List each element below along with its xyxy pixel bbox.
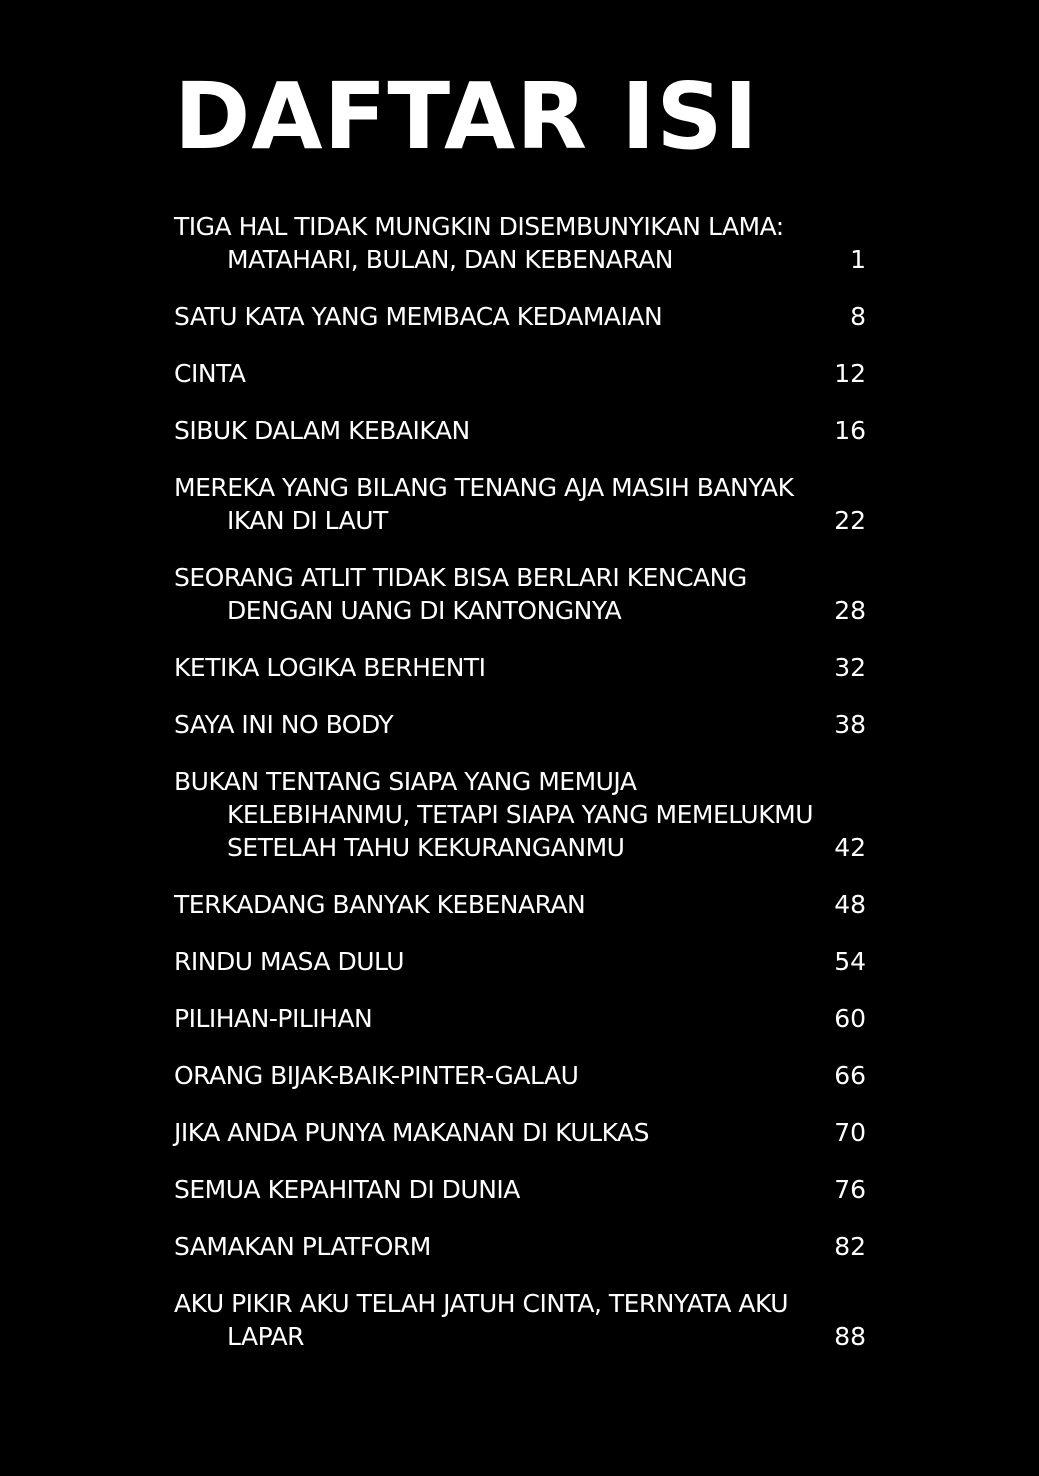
toc-entry bbox=[174, 1059, 866, 1092]
toc-entry bbox=[174, 1287, 866, 1353]
toc-entry-title: TERKADANG BANYAK KEBENARAN bbox=[174, 890, 586, 919]
toc-entry-page-number: 82 bbox=[834, 1232, 866, 1261]
toc-entry-title: MEREKA YANG BILANG TENANG AJA MASIH BANYAK IKAN DI LAUT bbox=[174, 473, 794, 535]
toc-entry bbox=[174, 300, 866, 333]
toc-entry-title: ORANG BIJAK-BAIK-PINTER-GALAU bbox=[174, 1061, 579, 1090]
toc-entry-page-number: 48 bbox=[834, 890, 866, 919]
toc-entry bbox=[174, 561, 866, 627]
toc-entry-title: JIKA ANDA PUNYA MAKANAN DI KULKAS bbox=[174, 1118, 649, 1147]
toc-entry-title: PILIHAN-PILIHAN bbox=[174, 1004, 373, 1033]
toc-entry-page-number: 88 bbox=[834, 1322, 866, 1351]
toc-entry bbox=[174, 210, 866, 276]
toc-entry-page-number: 12 bbox=[834, 359, 866, 388]
toc-entry bbox=[174, 414, 866, 447]
toc-entry bbox=[174, 888, 866, 921]
toc-list bbox=[174, 210, 866, 1377]
toc-entry-page-number: 8 bbox=[850, 302, 866, 331]
toc-entry-title: RINDU MASA DULU bbox=[174, 947, 405, 976]
toc-entry-page-number: 1 bbox=[850, 245, 866, 274]
toc-entry-title: CINTA bbox=[174, 359, 246, 388]
toc-entry-title: KETIKA LOGIKA BERHENTI bbox=[174, 653, 486, 682]
toc-entry-title: SATU KATA YANG MEMBACA KEDAMAIAN bbox=[174, 302, 663, 331]
toc-entry-page-number: 66 bbox=[834, 1061, 866, 1090]
toc-entry bbox=[174, 1116, 866, 1149]
toc-entry-page-number: 76 bbox=[834, 1175, 866, 1204]
toc-entry-title: BUKAN TENTANG SIAPA YANG MEMUJA KELEBIHANMU, TETAPI SIAPA YANG MEMELUKMU SETELAH TAHU KEKURANGANMU bbox=[174, 767, 813, 862]
toc-entry-page-number: 70 bbox=[834, 1118, 866, 1147]
toc-entry bbox=[174, 357, 866, 390]
toc-entry bbox=[174, 945, 866, 978]
toc-entry-page-number: 28 bbox=[834, 596, 866, 625]
toc-entry-title: SAYA INI NO BODY bbox=[174, 710, 394, 739]
toc-entry-page-number: 60 bbox=[834, 1004, 866, 1033]
toc-entry bbox=[174, 651, 866, 684]
toc-entry-title: SEORANG ATLIT TIDAK BISA BERLARI KENCANG DENGAN UANG DI KANTONGNYA bbox=[174, 563, 747, 625]
page-title: DAFTAR ISI bbox=[174, 63, 759, 170]
toc-entry-page-number: 38 bbox=[834, 710, 866, 739]
toc-entry-page-number: 16 bbox=[834, 416, 866, 445]
toc-entry-title: SEMUA KEPAHITAN DI DUNIA bbox=[174, 1175, 520, 1204]
toc-entry-title: SAMAKAN PLATFORM bbox=[174, 1232, 431, 1261]
toc-entry-page-number: 42 bbox=[834, 833, 866, 862]
toc-entry-title: AKU PIKIR AKU TELAH JATUH CINTA, TERNYATA AKU LAPAR bbox=[174, 1289, 788, 1351]
toc-entry-page-number: 22 bbox=[834, 506, 866, 535]
toc-entry-page-number: 54 bbox=[834, 947, 866, 976]
toc-entry-page-number: 32 bbox=[834, 653, 866, 682]
toc-entry bbox=[174, 1173, 866, 1206]
toc-entry-title: SIBUK DALAM KEBAIKAN bbox=[174, 416, 470, 445]
toc-entry bbox=[174, 708, 866, 741]
toc-entry bbox=[174, 1002, 866, 1035]
toc-entry-title: TIGA HAL TIDAK MUNGKIN DISEMBUNYIKAN LAMA: MATAHARI, BULAN, DAN KEBENARAN bbox=[174, 212, 784, 274]
toc-entry bbox=[174, 765, 866, 864]
toc-entry bbox=[174, 471, 866, 537]
toc-entry bbox=[174, 1230, 866, 1263]
